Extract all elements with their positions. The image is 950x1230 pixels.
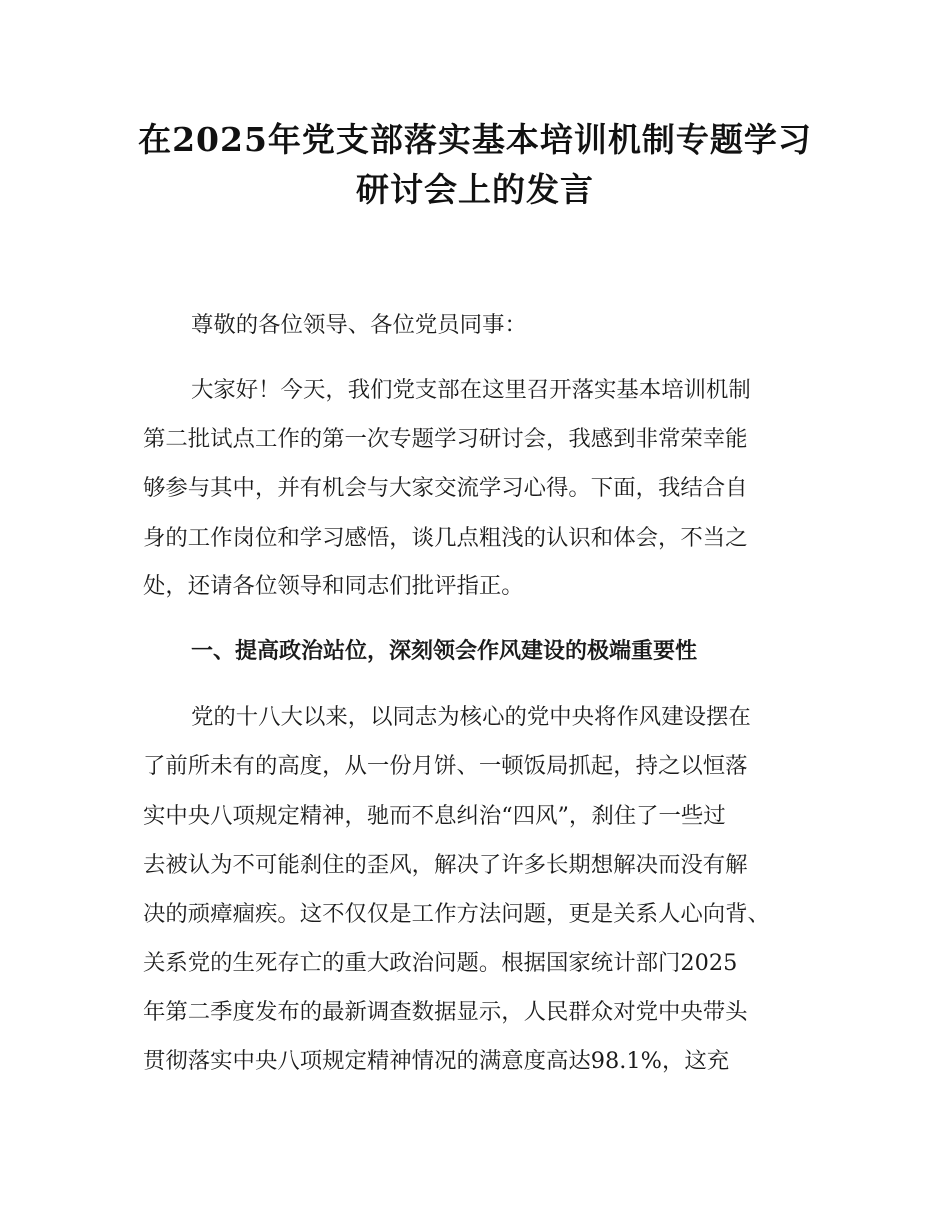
document-title-line-1: 在2025年党支部落实基本培训机制专题学习 <box>138 120 812 159</box>
document-title-line-2: 研讨会上的发言 <box>356 170 594 209</box>
paragraph-line: 决的顽瘴痼疾。这不仅仅是工作方法问题，更是关系人心向背、 <box>143 901 770 927</box>
paragraph-line: 第二批试点工作的第一次专题学习研讨会，我感到非常荣幸能 <box>143 426 748 452</box>
paragraph-line: 贯彻落实中央八项规定精神情况的满意度高达98.1%，这充 <box>143 1048 730 1074</box>
paragraph-line: 实中央八项规定精神，驰而不息纠治“四风”，刹住了一些过 <box>143 803 726 829</box>
paragraph-line: 处，还请各位领导和同志们批评指正。 <box>143 573 524 599</box>
paragraph-line: 身的工作岗位和学习感悟，谈几点粗浅的认识和体会，不当之 <box>143 525 748 551</box>
salutation: 尊敬的各位领导、各位党员同事： <box>191 312 527 338</box>
paragraph-line: 了前所未有的高度，从一份月饼、一顿饭局抓起，持之以恒落 <box>143 753 748 779</box>
paragraph-line: 够参与其中，并有机会与大家交流学习心得。下面，我结合自 <box>143 475 748 501</box>
paragraph-line: 关系党的生死存亡的重大政治问题。根据国家统计部门2025 <box>143 950 738 976</box>
paragraph-line: 党的十八大以来，以同志为核心的党中央将作风建设摆在 <box>191 704 751 730</box>
paragraph-line: 去被认为不可能刹住的歪风，解决了许多长期想解决而没有解 <box>143 852 748 878</box>
paragraph-line: 年第二季度发布的最新调查数据显示，人民群众对党中央带头 <box>143 999 748 1025</box>
section-heading: 一、提高政治站位，深刻领会作风建设的极端重要性 <box>191 639 698 664</box>
paragraph-line: 大家好！今天，我们党支部在这里召开落实基本培训机制 <box>191 377 751 403</box>
